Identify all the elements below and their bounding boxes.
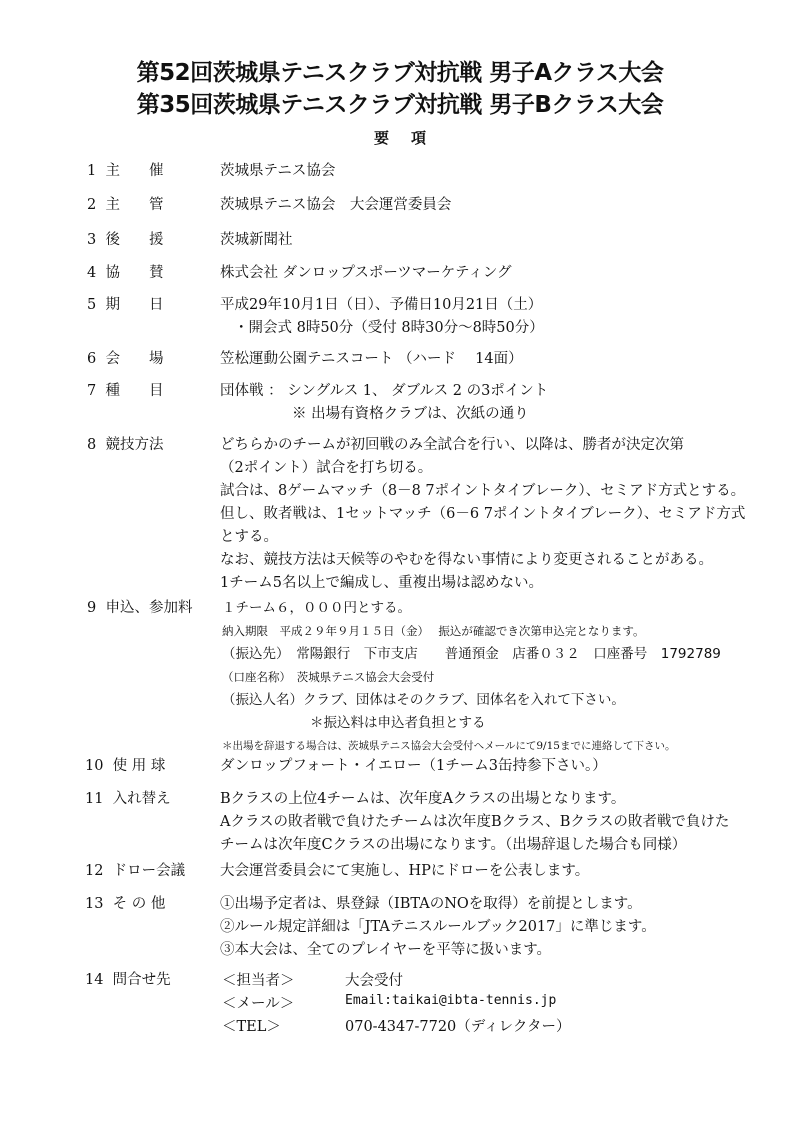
item-label: 7 種 目: [87, 383, 164, 399]
payment-deadline: 納入期限 平成２９年９月１５日（金） 振込が確認でき次第申込完となります。: [222, 624, 645, 638]
contact-person-value: 大会受付: [345, 973, 403, 989]
item-line: １チーム６，０００円とする。: [222, 600, 411, 616]
item-line: 1チーム5名以上で編成し、重複出場は認めない。: [220, 575, 543, 591]
title-b-class: 第35回茨城県テニスクラブ対抗戦 男子Bクラス大会: [136, 92, 664, 118]
item-label: 13 そ の 他: [85, 896, 166, 912]
item-label: 9 申込、参加料: [87, 600, 193, 616]
item-line: Bクラスの上位4チームは、次年度Aクラスの出場となります。: [220, 791, 626, 807]
item-line: 団体戦 ： シングルス 1、 ダブルス 2 の3ポイント: [220, 383, 549, 399]
contact-email-link[interactable]: Email:taikai@ibta-tennis.jp: [345, 993, 557, 1008]
contact-tel-value: 070-4347-7720（ディレクター）: [345, 1019, 571, 1035]
contact-mail-label: ＜メール＞: [222, 996, 295, 1012]
item-label: 6 会 場: [87, 351, 164, 367]
item-label: 4 協 賛: [87, 265, 164, 281]
item-line: なお、競技方法は天候等のやむを得ない事情により変更されることがある。: [220, 552, 713, 568]
section-heading: 要項: [373, 129, 448, 147]
item-label: 12 ドロー会議: [85, 863, 186, 879]
item-label: 5 期 日: [87, 297, 164, 313]
item-label: 11 入れ替え: [85, 791, 171, 807]
item-line: ①出場予定者は、県登録（IBTAのNOを取得）を前提とします。: [220, 896, 642, 912]
item-line: Aクラスの敗者戦で負けたチームは次年度Bクラス、Bクラスの敗者戦で負けた: [220, 814, 730, 830]
item-line: ※ 出場有資格クラブは、次紙の通り: [292, 406, 529, 422]
item-line: どちらかのチームが初回戦のみ全試合を行い、以降は、勝者が決定次第: [220, 437, 684, 453]
item-label: 14 問合せ先: [85, 972, 171, 988]
item-line: 平成29年10月1日（日）、予備日10月21日（土）: [220, 297, 543, 313]
item-line: 株式会社 ダンロップスポーツマーケティング: [220, 265, 512, 281]
item-label: 10 使 用 球: [85, 758, 166, 774]
item-line: ③本大会は、全てのプレイヤーを平等に扱います。: [220, 942, 552, 958]
item-line: 茨城県テニス協会: [220, 163, 336, 179]
item-label: 1 主 催: [87, 163, 164, 179]
item-label: 2 主 管: [87, 197, 164, 213]
bank-account: （振込先） 常陽銀行 下市支店 普通預金 店番０３２ 口座番号 1792789: [222, 646, 721, 662]
account-name: （口座名称） 茨城県テニス協会大会受付: [222, 670, 435, 684]
item-line: ・開会式 8時50分（受付 8時30分～8時50分）: [234, 320, 544, 336]
title-a-class: 第52回茨城県テニスクラブ対抗戦 男子Aクラス大会: [136, 60, 664, 86]
item-label: 3 後 援: [87, 232, 164, 248]
item-line: 試合は、8ゲームマッチ（8－8 7ポイントタイブレーク）、セミアド方式とする。: [220, 483, 746, 499]
item-line: ダンロップフォート・イエロー（1チーム3缶持参下さい。）: [220, 758, 607, 774]
item-line: 大会運営委員会にて実施し、HPにドローを公表します。: [220, 863, 590, 879]
item-label: 8 競技方法: [87, 437, 164, 453]
item-line: 茨城県テニス協会 大会運営委員会: [220, 197, 452, 213]
item-line: 茨城新聞社: [220, 232, 293, 248]
withdrawal-note: ＊出場を辞退する場合は、茨城県テニス協会大会受付へメールにて9/15までに連絡して下さい。: [222, 740, 676, 752]
item-line: 但し、敗者戦は、1セットマッチ（6－6 7ポイントタイブレーク）、セミアド方式: [220, 506, 746, 522]
item-line: ②ルール規定詳細は「JTAテニスルールブック2017」に準じます。: [220, 919, 656, 935]
contact-tel-label: ＜TEL＞: [222, 1019, 281, 1035]
payer-name-note: （振込人名）クラブ、団体はそのクラブ、団体名を入れて下さい。: [222, 692, 625, 708]
item-line: 笠松運動公園テニスコート （ハード 14面）: [220, 351, 523, 367]
item-line: とする。: [220, 529, 278, 545]
contact-person-label: ＜担当者＞: [222, 973, 295, 989]
item-line: （2ポイント）試合を打ち切る。: [220, 460, 433, 476]
fee-note: ＊振込料は申込者負担とする: [310, 715, 486, 731]
item-line: チームは次年度Cクラスの出場になります。（出場辞退した場合も同様）: [220, 837, 687, 853]
